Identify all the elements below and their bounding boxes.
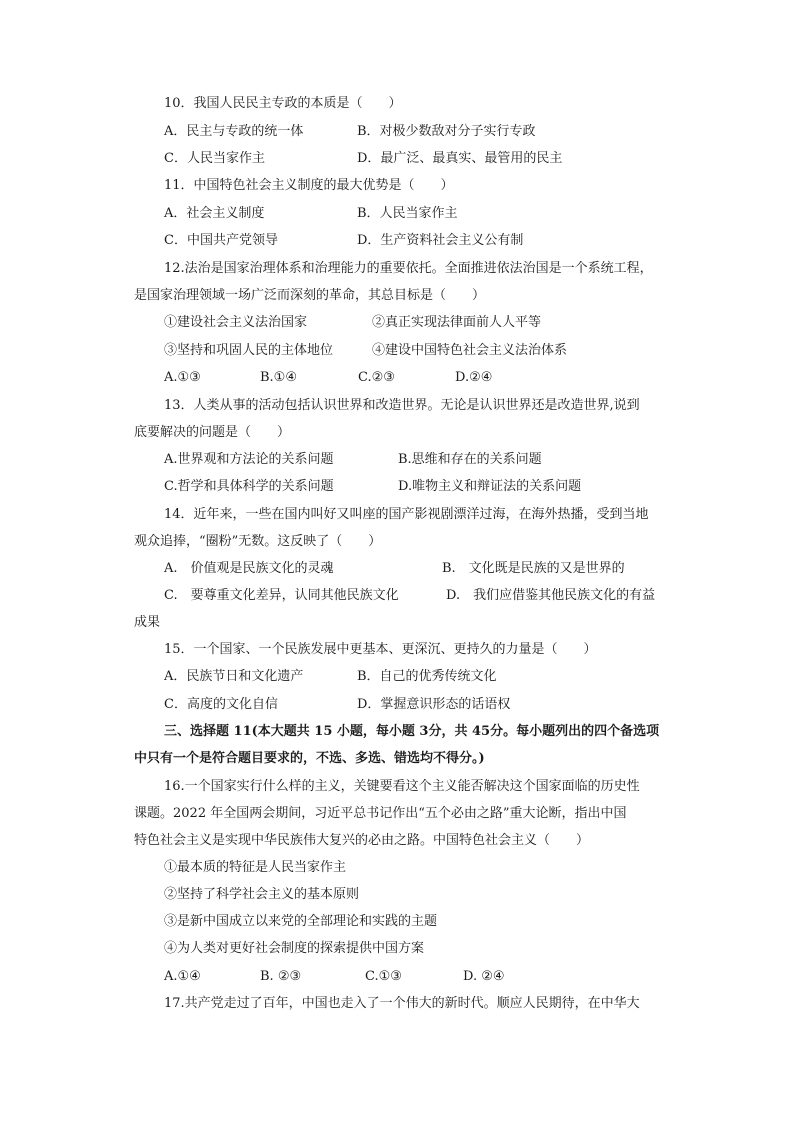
question-11-option-a: A．社会主义制度 — [164, 206, 265, 221]
question-15-stem: 15．一个国家、一个民族发展中更基本、更深沉、更持久的力量是（ ） — [164, 642, 597, 657]
question-11-option-d: D．生产资料社会主义公有制 — [357, 233, 524, 248]
question-10-option-b: B．对极少数敌对分子实行专政 — [357, 124, 536, 139]
question-16-statement-3: ③是新中国成立以来党的全部理论和实践的主题 — [164, 914, 438, 929]
question-13-option-d: D.唯物主义和辩证法的关系问题 — [398, 479, 582, 494]
question-14-option-a: A. 价值观是民族文化的灵魂 — [164, 561, 334, 576]
question-12-stem-line-1: 12.法治是国家治理体系和治理能力的重要依托。全面推进依法治国是一个系统工程， — [164, 261, 653, 276]
question-14-stem-line-1: 14．近年来，一些在国内叫好又叫座的国产影视剧漂洋过海，在海外热播，受到当地 — [164, 507, 649, 522]
question-16-statement-1: ①最本质的特征是人民当家作主 — [164, 860, 347, 875]
question-17-stem-line-1: 17.共产党走过了百年，中国也走入了一个伟大的新时代。顺应人民期待，在中华大 — [164, 996, 640, 1011]
question-11-option-b: B．人民当家作主 — [357, 206, 458, 221]
question-15-option-c: C．高度的文化自信 — [164, 697, 278, 712]
question-16-option-a: A.①④ — [164, 969, 201, 984]
question-16-statement-4: ④为人类对更好社会制度的探索提供中国方案 — [164, 941, 425, 956]
question-13-stem-line-1: 13．人类从事的活动包括认识世界和改造世界。无论是认识世界还是改造世界,说到 — [164, 398, 640, 413]
question-12-statement-4: ④建设中国特色社会主义法治体系 — [372, 343, 568, 358]
question-14-stem-line-2: 观众追捧，“圈粉”无数。这反映了（ ） — [134, 534, 382, 549]
question-16-stem-line-2: 课题。2022 年全国两会期间，习近平总书记作出“五个必由之路”重大论断，指出中国 — [134, 806, 627, 821]
question-16-statement-2: ②坚持了科学社会主义的基本原则 — [164, 887, 360, 902]
question-10-option-a: A．民主与专政的统一体 — [164, 124, 304, 139]
section-3-heading-line-1: 三、选择题 11(本大题共 15 小题，每小题 3分，共 45分。每小题列出的四个备选项 — [164, 724, 660, 739]
question-12-option-c: C.②③ — [358, 370, 395, 385]
question-12-stem-line-2: 是国家治理领域一场广泛而深刻的革命，其总目标是（ ） — [134, 288, 486, 303]
section-3-heading-line-2: 中只有一个是符合题目要求的，不选、多选、错选均不得分。) — [134, 751, 485, 766]
question-12-statement-1: ①建设社会主义法治国家 — [164, 315, 308, 330]
question-12-option-d: D.②④ — [455, 370, 493, 385]
question-11-option-c: C．中国共产党领导 — [164, 233, 278, 248]
question-10-stem: 10．我国人民民主专政的本质是（ ） — [164, 96, 402, 111]
question-14-option-d-continued: 成果 — [134, 615, 161, 630]
question-15-option-d: D．掌握意识形态的话语权 — [357, 697, 511, 712]
question-13-stem-line-2: 底要解决的问题是（ ） — [134, 425, 291, 440]
question-16-option-c: C.①③ — [365, 969, 402, 984]
question-14-option-d: D. 我们应借鉴其他民族文化的有益 — [446, 588, 656, 603]
question-14-option-b: B. 文化既是民族的又是世界的 — [442, 561, 625, 576]
question-16-option-d: D. ②④ — [463, 969, 505, 984]
question-16-option-b: B. ②③ — [260, 969, 302, 984]
question-10-option-c: C．人民当家作主 — [164, 151, 265, 166]
question-12-option-b: B.①④ — [260, 370, 297, 385]
question-12-statement-3: ③坚持和巩固人民的主体地位 — [164, 343, 334, 358]
question-13-option-c: C.哲学和具体科学的关系问题 — [164, 479, 334, 494]
question-15-option-a: A．民族节日和文化遗产 — [164, 669, 304, 684]
question-10-option-d: D．最广泛、最真实、最管用的民主 — [357, 151, 563, 166]
question-16-stem-line-1: 16.一个国家实行什么样的主义，关键要看这个主义能否解决这个国家面临的历史性 — [164, 779, 640, 794]
question-13-option-a: A.世界观和方法论的关系问题 — [164, 452, 334, 467]
question-12-option-a: A.①③ — [164, 370, 201, 385]
question-11-stem: 11．中国特色社会主义制度的最大优势是（ ） — [164, 178, 454, 193]
question-12-statement-2: ②真正实现法律面前人人平等 — [372, 315, 542, 330]
question-16-stem-line-3: 特色社会主义是实现中华民族伟大复兴的必由之路。中国特色社会主义（ ） — [134, 833, 590, 848]
question-14-option-c: C. 要尊重文化差异，认同其他民族文化 — [164, 588, 399, 603]
question-15-option-b: B．自己的优秀传统文化 — [357, 669, 497, 684]
question-13-option-b: B.思维和存在的关系问题 — [398, 452, 542, 467]
